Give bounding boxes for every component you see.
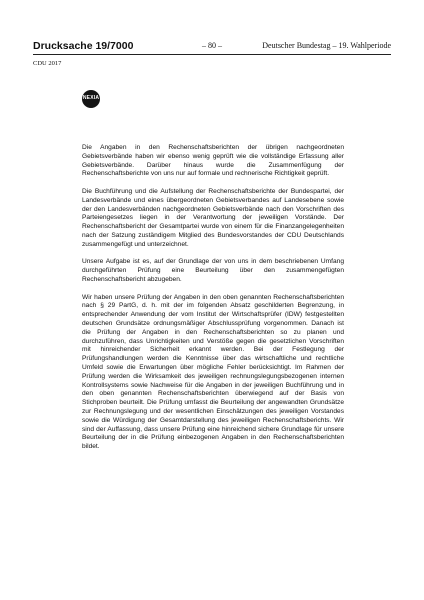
auditor-logo — [82, 90, 100, 108]
document-body — [82, 144, 344, 461]
institution-label: Deutscher Bundestag – 19. Wahlperiode — [262, 41, 391, 50]
paragraph-4: Wir haben unsere Prüfung der Angaben in den oben genannten Rechenschaftsberichten nach § 29 PartG, d. h. mit der im folgenden Absatz geschilderten Begrenzung, in entsprechender Anwendung der vom Institut der Wirtschaftsprüfer (IDW) festgestellten deutschen Grundsätze ordnungsmäßiger Abschlussprüfung vorgenommen. Danach ist die Prüfung der Angaben in den Rechenschaftsberichten so zu planen und durchzuführen, dass Unrichtigkeiten und Verstöße gegen die gesetzlichen Vorschriften mit hinreichender Sicherheit erkannt werden. Bei der Festlegung der Prüfungshandlungen werden die Kenntnisse über das wirtschaftliche und rechtliche Umfeld sowie die Erwartungen über mögliche Fehler berücksichtigt. Im Rahmen der Prüfung werden die Wirksamkeit des jeweiligen rechnungslegungsbezogenen internen Kontrollsystems sowie Nachweise für die Angaben in der jeweiligen Buchführung und in den oben genannten Rechenschaftsberichten überwiegend auf der Basis von Stichproben beurteilt. Die Prüfung umfasst die Beurteilung der angewandten Grundsätze zur Rechnungslegung und der wesentlichen Einschätzungen des jeweiligen Vorstandes sowie die Würdigung der Gesamtdarstellung des jeweiligen Rechenschaftsberichts. Wir sind der Auffassung, dass unsere Prüfung eine hinreichend sichere Grundlage für unsere Beurteilung der in die Prüfung einbezogenen Angaben in den Rechenschaftsberichten bildet. — [82, 293, 344, 451]
header-rule — [33, 54, 391, 55]
organization-label: CDU 2017 — [33, 60, 62, 67]
paragraph-1: Die Angaben in den Rechenschaftsberichten der übrigen nachgeordneten Gebietsverbände haben wir ebenso wenig geprüft wie die vollständige Erfassung aller Gebietsverbände. Darüber hinaus wurde die Zusammenfügung der Rechenschaftsberichte von uns nur auf formale und rechnerische Richtigkeit geprüft. — [82, 144, 344, 178]
logo-text: NEXIA — [82, 95, 100, 101]
paragraph-3: Unsere Aufgabe ist es, auf der Grundlage der von uns in dem beschriebenen Umfang durchgeführten Prüfung eine Beurteilung über den zusammengefügten Rechenschaftsbericht abzugeben. — [82, 258, 344, 283]
page-header — [33, 40, 391, 54]
document-number: Drucksache 19/7000 — [33, 40, 134, 52]
paragraph-2: Die Buchführung und die Aufstellung der Rechenschaftsberichte der Bundespartei, der Landesverbände und eines übergeordneten Gebietsverbandes auf Landesebene sowie der den Landesverbänden nachgeordneten Gebietsverbände nach den Vorschriften des Parteiengesetzes liegen in der Verantwortung der jeweiligen Vorstände. Der Rechenschaftsbericht der Gesamtpartei wurde von einem für die Finanzangelegenheiten nach der Satzung zuständigem Mitglied des Bundesvorstandes der CDU Deutschlands zusammengefügt und unterzeichnet. — [82, 187, 344, 248]
page-number: – 80 – — [202, 41, 222, 50]
